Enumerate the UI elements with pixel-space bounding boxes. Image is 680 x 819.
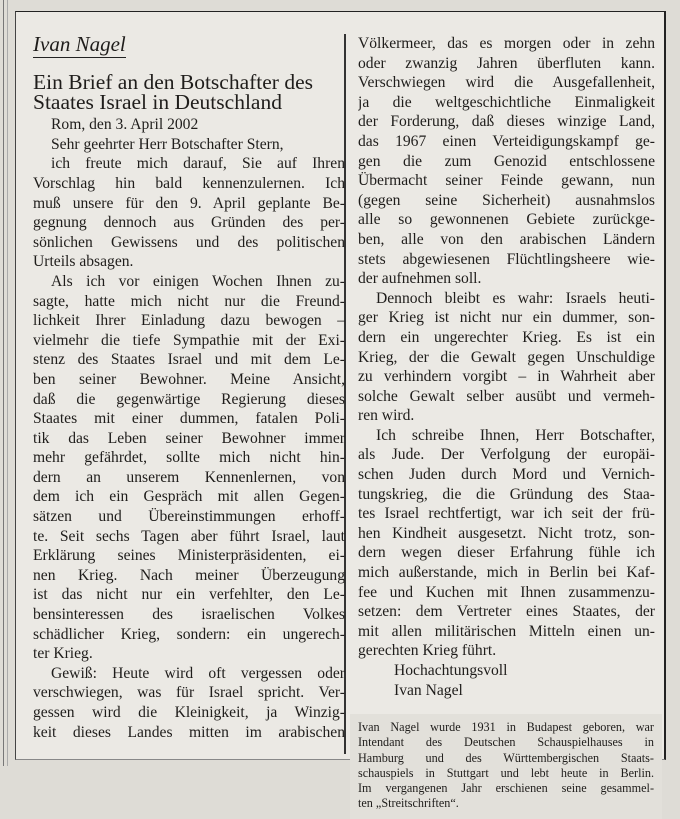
bio-line: Ivan Nagel wurde 1931 in Budapest geboren, war: [358, 720, 654, 735]
text-line: Übermacht seiner Feinde gewann, nun: [358, 172, 655, 190]
letter-body-left: [33, 115, 345, 742]
text-line: gegnung dennoch aus Gründen des per-: [33, 214, 345, 232]
text-line: ren wird.: [358, 407, 415, 425]
text-line: Verschwiegen wird die Ausgefallenheit,: [358, 74, 655, 92]
text-line: Erklärung seines Ministerpräsidenten, ei-: [33, 547, 345, 565]
text-line: hen Kindheit ausgesetzt. Nicht trotz, son-: [358, 524, 655, 542]
text-line: dern wegen dieser Erfahrung fühle ich: [358, 544, 655, 562]
text-line: ja die weltgeschichtliche Einmaligkeit: [358, 93, 655, 111]
text-line: ben, alle von den arabischen Ländern: [358, 230, 655, 248]
text-line: daß die gegenwärtige Regierung dieses: [33, 390, 345, 408]
text-line: fee und Kuchen mit Ihnen zusammenzu-: [358, 583, 655, 601]
text-line: Ich schreibe Ihnen, Herr Botschafter,: [376, 426, 655, 444]
text-line: dern ein ungerechter Krieg. Es ist ein: [358, 328, 655, 346]
text-line: muß unsere für den 9. April geplante Be-: [33, 194, 345, 212]
author-bio-box: [350, 714, 662, 819]
left-column: [33, 12, 345, 742]
title-line: Staates Israel in Deutschland: [33, 89, 282, 110]
article-title: [33, 70, 345, 109]
right-column: [358, 12, 655, 819]
text-line: ger Krieg ist nicht nur ein dummer, son-: [358, 309, 655, 327]
text-line: Staates mit einer dummen, fatalen Poli-: [33, 410, 345, 428]
text-line: Rom, den 3. April 2002: [51, 116, 199, 134]
text-line: zu verhindern vorgibt – in Wahrheit aber: [358, 368, 655, 386]
author-byline: Ivan Nagel: [33, 32, 126, 56]
text-line: tes Israel rechtfertigt, war ich seit der frü-: [358, 505, 655, 523]
text-line: ich freute mich darauf, Sie auf Ihren: [51, 155, 345, 173]
text-line: sönlichen Gewissens und des politischen: [33, 233, 345, 251]
text-line: Gewiß: Heute wird oft vergessen oder: [51, 664, 345, 682]
text-line: gessen wird die Kleinigkeit, ja Winzig-: [33, 704, 345, 721]
text-line: Urteils absagen.: [33, 253, 134, 271]
text-line: verschwiegen, was für Israel spricht. Ver-: [33, 684, 345, 702]
bio-line: Im vergangenen Jahr erschienen seine gesammel-: [358, 780, 654, 795]
text-line: lichkeit Ihrer Einladung dazu bewogen –: [33, 312, 345, 330]
text-line: sagte, hatte mich nicht nur die Freund-: [33, 292, 345, 310]
text-line: solche Gewalt selber ausübt und vermeh-: [358, 387, 655, 405]
article-frame: [15, 11, 666, 811]
text-line: Ivan Nagel: [394, 681, 463, 699]
bio-line: Hamburg und des Württembergischen Staats-: [358, 750, 654, 765]
text-line: dern an unserem Kennenlernen, von: [33, 468, 345, 486]
page-edge-rule-inner: [7, 0, 8, 766]
text-line: mit allen militärischen Mitteln einen un-: [358, 622, 655, 640]
text-line: stenz des Staates Israel und mit dem Le-: [33, 351, 345, 369]
text-line: vielmehr die tiefe Sympathie mit der Exi-: [33, 331, 345, 349]
page-edge-rule: [3, 0, 4, 766]
text-line: als Jude. Der Verfolgung der europäi-: [358, 446, 655, 464]
text-line: Hochachtungsvoll: [394, 662, 508, 679]
text-line: der aufnehmen soll.: [358, 270, 482, 288]
bio-line: ten „Streitschriften“.: [358, 796, 459, 811]
text-line: dem ich ein Gespräch mit allen Gegen-: [33, 488, 345, 506]
text-line: der Forderung, daß dieses winzige Land,: [358, 113, 655, 131]
text-line: te. Seit sechs Tagen aber führt Israel, laut: [33, 527, 345, 545]
text-line: Völkermeer, das es morgen oder in zehn: [358, 35, 655, 52]
title-line: Ein Brief an den Botschafter des: [33, 70, 314, 90]
text-line: gerechten Krieg führt.: [358, 642, 497, 660]
text-line: Sehr geehrter Herr Botschafter Stern,: [51, 135, 284, 153]
text-line: tik das Leben seiner Bewohner immer: [33, 429, 345, 447]
text-line: Vorschlag hin bald kennenzulernen. Ich: [33, 174, 345, 192]
text-line: stets abgewiesenen Flüchtlingsheere wie-: [358, 250, 655, 268]
text-line: schen Juden durch Mord und Vernich-: [358, 466, 655, 484]
text-line: setzen: dem Vertreter eines Staates, der: [358, 603, 655, 621]
bio-line: Intendant des Deutschen Schauspielhauses in: [358, 735, 654, 750]
text-line: alle so gewonnenen Gebiete zurückge-: [358, 211, 655, 229]
text-line: oder zwanzig Jahren überfluten kann.: [358, 54, 655, 72]
text-line: ter Krieg.: [33, 645, 93, 663]
text-line: sätzen und Übereinstimmungen erhoff-: [33, 508, 345, 526]
text-line: gen die zum Genozid entschlossene: [358, 152, 655, 170]
text-line: bensinteressen des israelischen Volkes: [33, 606, 345, 624]
text-line: mich außerstande, mich in Berlin bei Kaf-: [358, 564, 655, 582]
text-line: schädlicher Krieg, sondern: ein ungerech-: [33, 625, 345, 643]
text-line: ben seiner Bewohner. Meine Ansicht,: [33, 370, 345, 388]
text-line: Dennoch bleibt es wahr: Israels heuti-: [376, 289, 655, 307]
text-line: tungskrieg, die die Gründung des Staa-: [358, 485, 655, 503]
text-line: Als ich vor einigen Wochen Ihnen zu-: [51, 272, 345, 290]
text-line: ist das nicht nur ein verfehlter, den Le-: [33, 586, 345, 604]
text-line: mehr gefährdet, sollte mich nicht hin-: [33, 449, 345, 467]
text-line: keit dieses Landes mitten im arabischen: [33, 723, 345, 741]
text-line: nen Krieg. Nach meiner Überzeugung: [33, 566, 345, 584]
text-line: (gegen seine Sicherheit) ausnahmslos: [358, 191, 655, 209]
text-line: das 1967 einen Verteidigungskampf ge-: [358, 132, 655, 150]
bio-line: schauspiels in Stuttgart und lebt heute in Berlin.: [358, 765, 654, 780]
letter-body-right: [358, 34, 655, 700]
text-line: Krieg, der die Gewalt gegen Unschuldige: [358, 348, 655, 366]
